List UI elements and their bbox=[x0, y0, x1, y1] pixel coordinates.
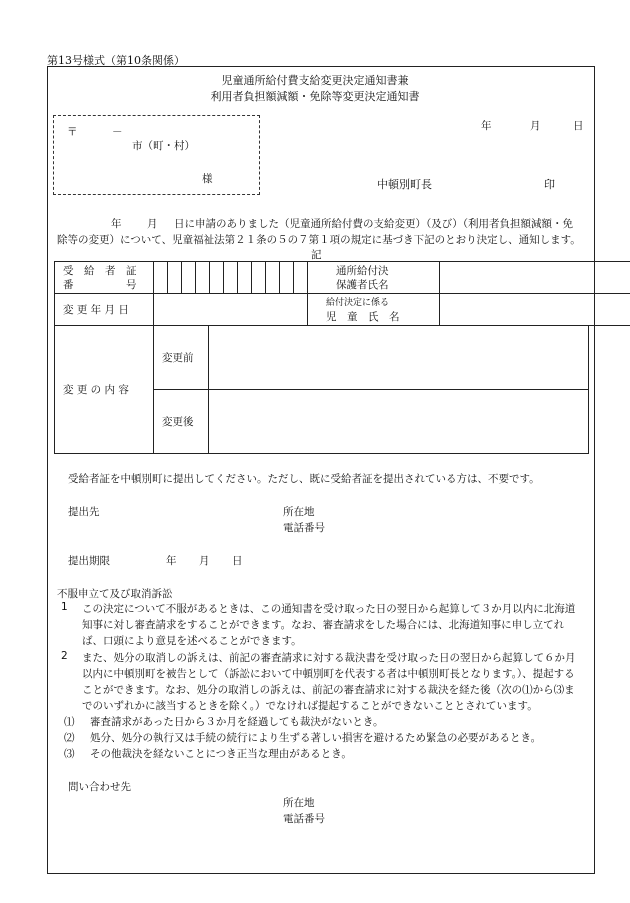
document-title-line2: 利用者負担額減額・免除等変更決定通知書 bbox=[210, 90, 420, 103]
decision-table bbox=[54, 261, 630, 326]
appeal-item1-number: 1 bbox=[61, 601, 68, 613]
intro-text: 日に申請のありました（児童通所給付費の支給変更）（及び）（利用者負担額減額・免 bbox=[174, 218, 573, 230]
id-digit-box[interactable] bbox=[266, 262, 280, 294]
deadline-day: 日 bbox=[232, 555, 243, 567]
before-label: 変更前 bbox=[154, 326, 209, 390]
ki-label: 記 bbox=[311, 249, 322, 261]
child-name-label: 給付決定に係る 児 童 氏 名 bbox=[308, 294, 440, 326]
date-month: 月 bbox=[530, 120, 541, 132]
change-content-label: 変 更 の 内 容 bbox=[55, 326, 154, 454]
change-date-label: 変 更 年 月 日 bbox=[55, 294, 154, 326]
after-label: 変更後 bbox=[154, 390, 209, 454]
address-box bbox=[53, 115, 260, 195]
appeal-sub1-number: ⑴ bbox=[64, 716, 75, 728]
guardian-label: 通所給付決 保護者氏名 bbox=[308, 262, 440, 294]
form-number: 第13号様式（第10条関係） bbox=[47, 54, 185, 67]
guardian-name-field[interactable] bbox=[440, 262, 630, 294]
recipient-id-label: 受 給 者 証 番 号 bbox=[55, 262, 154, 294]
id-digit-box[interactable] bbox=[154, 262, 168, 294]
intro-month: 月 bbox=[147, 218, 158, 230]
appeal-sub2-number: ⑵ bbox=[64, 732, 75, 744]
id-digit-box[interactable] bbox=[182, 262, 196, 294]
id-digit-box[interactable] bbox=[238, 262, 252, 294]
id-digit-box[interactable] bbox=[168, 262, 182, 294]
after-field[interactable] bbox=[209, 390, 589, 454]
document-title-line1: 児童通所給付費支給変更決定通知書兼 bbox=[221, 74, 409, 87]
submit-notice: 受給者証を中頓別町に提出してください。ただし、既に受給者証を提出されている方は、不要です。 bbox=[68, 473, 540, 485]
change-date-field[interactable] bbox=[154, 294, 308, 326]
submit-to-label: 提出先 bbox=[68, 506, 100, 518]
appeal-item2-number: 2 bbox=[61, 650, 68, 662]
postal-dash: － bbox=[112, 126, 123, 138]
deadline-label: 提出期限 bbox=[68, 555, 110, 567]
id-digit-box[interactable] bbox=[294, 262, 308, 294]
appeal-sub3-text: その他裁決を経ないことにつき正当な理由があるとき。 bbox=[90, 748, 352, 760]
submit-phone-label: 電話番号 bbox=[283, 522, 325, 534]
date-year: 年 bbox=[481, 120, 492, 132]
id-digit-box[interactable] bbox=[224, 262, 238, 294]
deadline-year: 年 bbox=[166, 555, 177, 567]
appeal-item1-text: この決定について不服があるときは、この通知書を受け取った日の翌日から起算して３か月以内に北海道知事に対し審査請求をすることができます。なお、審査請求をした場合には、北海道知事に申し立てれば、口頭により意見を述べることができます。 bbox=[82, 603, 576, 647]
submit-location-label: 所在地 bbox=[283, 506, 315, 518]
inquiry-phone-label: 電話番号 bbox=[283, 813, 325, 825]
change-content-table bbox=[54, 325, 589, 454]
appeal-sub3-number: ⑶ bbox=[64, 748, 75, 760]
seal-mark: 印 bbox=[544, 178, 555, 191]
postal-mark: 〒 bbox=[67, 126, 78, 138]
inquiry-location-label: 所在地 bbox=[283, 797, 315, 809]
id-digit-box[interactable] bbox=[210, 262, 224, 294]
deadline-month: 月 bbox=[199, 555, 210, 567]
inquiry-label: 問い合わせ先 bbox=[68, 781, 131, 793]
intro-text-line2: 除等の変更）について、児童福祉法第２１条の５の７第１項の規定に基づき下記のとおり決定し、通知します。 bbox=[57, 234, 581, 246]
intro-year: 年 bbox=[111, 218, 122, 230]
appeal-item2-text: また、処分の取消しの訴えは、前記の審査請求に対する裁決書を受け取った日の翌日から起算して６か月以内に中頓別町を被告として（訴訟において中頓別町を代表する者は中頓別町長となります。）、提起することができます。なお、処分の取消しの訴えは、前記の審査請求に対する裁決を経た後（次の⑴から⑶までのいずれかに該当するときを除く。）でなければ提起することができないこととされています。 bbox=[82, 652, 576, 712]
id-digit-box[interactable] bbox=[252, 262, 266, 294]
issuer-name: 中頓別町長 bbox=[377, 178, 432, 191]
before-field[interactable] bbox=[209, 326, 589, 390]
address-honorific: 様 bbox=[202, 173, 213, 185]
appeal-sub2-text: 処分、処分の執行又は手続の続行により生ずる著しい損害を避けるため緊急の必要があるとき。 bbox=[90, 732, 542, 744]
date-day: 日 bbox=[573, 120, 584, 132]
address-city: 市（町・村） bbox=[132, 140, 195, 152]
appeal-sub1-text: 審査請求があった日から３か月を経過しても裁決がないとき。 bbox=[90, 716, 384, 728]
id-digit-box[interactable] bbox=[280, 262, 294, 294]
child-name-field[interactable] bbox=[440, 294, 630, 326]
appeal-heading: 不服申立て及び取消訴訟 bbox=[57, 588, 173, 600]
id-digit-box[interactable] bbox=[196, 262, 210, 294]
